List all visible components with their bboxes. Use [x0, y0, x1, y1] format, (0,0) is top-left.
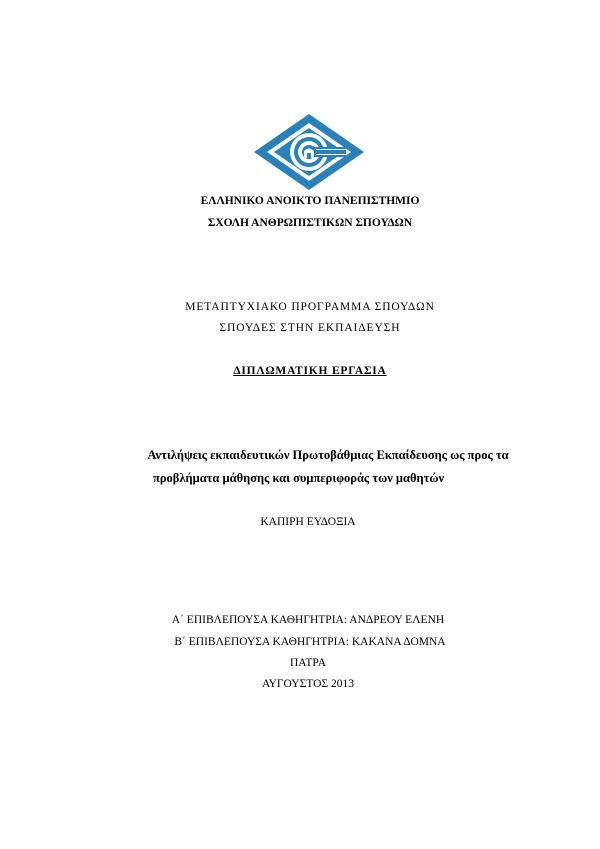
- first-supervisor: Α΄ ΕΠΙΒΛΕΠΟΥΣΑ ΚΑΘΗΓΗΤΡΙΑ: ΑΝΔΡΕΟΥ ΕΛΕΝΗ: [171, 614, 445, 626]
- thesis-title-line-2: προβλήματα μάθησης και συμπεριφοράς των μαθητών: [153, 471, 445, 485]
- programme-name: ΜΕΤΑΠΤΥΧΙΑΚΟ ΠΡΟΓΡΑΜΜΑ ΣΠΟΥΔΩΝ: [185, 301, 435, 313]
- place: ΠΑΤΡΑ: [289, 657, 327, 669]
- second-supervisor: Β΄ ΕΠΙΒΛΕΠΟΥΣΑ ΚΑΘΗΓΗΤΡΙΑ: ΚΑΚΑΝΑ ΔΟΜΝΑ: [174, 636, 446, 648]
- hellenic-open-university-logo-icon: [254, 114, 364, 190]
- author-name: ΚΑΠΙΡΗ ΕΥΔΟΞΙΑ: [260, 516, 356, 528]
- school-name: ΣΧΟΛΗ ΑΝΘΡΩΠΙΣΤΙΚΩΝ ΣΠΟΥΔΩΝ: [207, 217, 413, 229]
- date: ΑΥΓΟΥΣΤΟΣ 2013: [262, 678, 354, 690]
- document-type: ΔΙΠΛΩΜΑΤΙΚΗ ΕΡΓΑΣΙΑ: [233, 365, 387, 377]
- university-name: ΕΛΛΗΝΙΚΟ ΑΝΟΙΚΤΟ ΠΑΝΕΠΙΣΤΗΜΙΟ: [200, 195, 420, 207]
- thesis-title-line-1: Αντιλήψεις εκπαιδευτικών Πρωτοβάθμιας Εκπαίδευσης ως προς τα: [147, 448, 509, 462]
- programme-specialization: ΣΠΟΥΔΕΣ ΣΤΗΝ ΕΚΠΑΙΔΕΥΣΗ: [219, 322, 401, 334]
